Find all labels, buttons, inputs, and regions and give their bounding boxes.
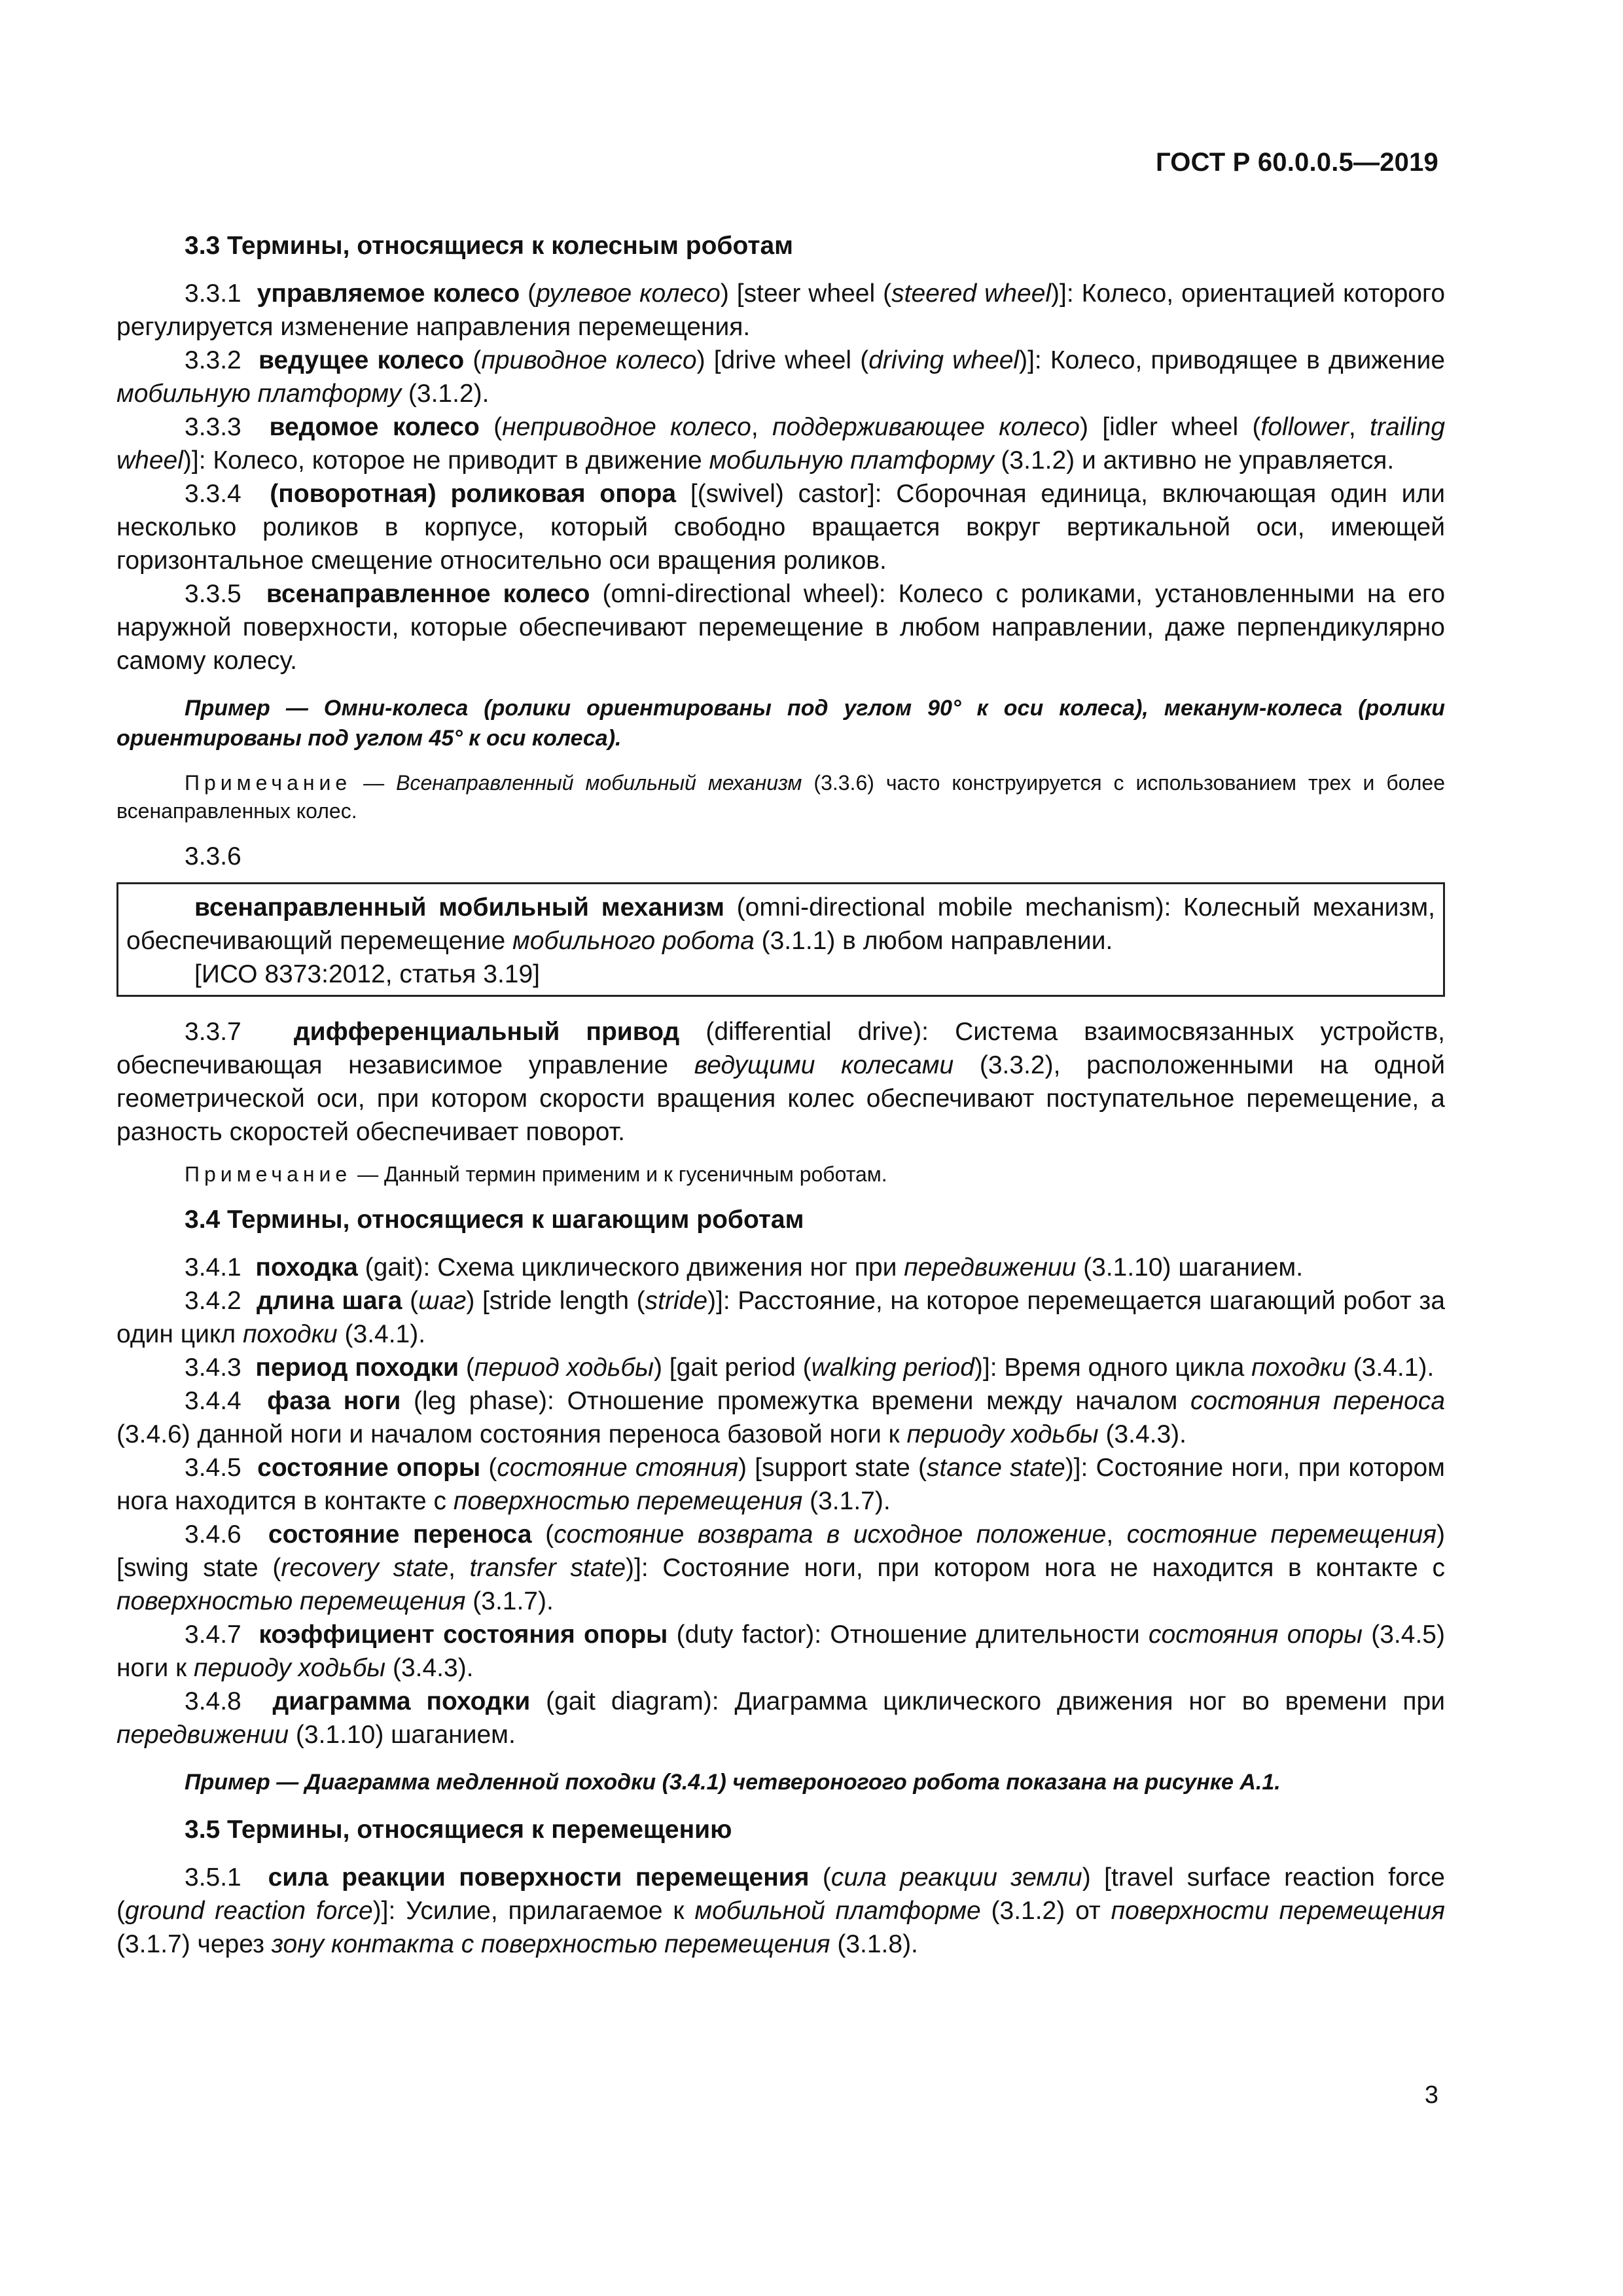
- cross-reference: периоду ходьбы: [906, 1420, 1099, 1448]
- page-content: [116, 220, 1445, 1961]
- section-heading-3-5: 3.5 Термины, относящиеся к перемещению: [185, 1816, 732, 1844]
- term-text: ,: [1348, 413, 1370, 441]
- term-3-5-1: [116, 1861, 1445, 1961]
- cross-reference: походки: [1251, 1354, 1346, 1382]
- note-text: — Данный термин применим и к гусеничным роботам.: [351, 1162, 887, 1186]
- term-text: (3.1.7) через: [116, 1930, 272, 1958]
- cross-reference: мобильную платформу: [116, 380, 402, 408]
- cross-reference: мобильную платформу: [709, 446, 994, 475]
- note-label: Примечание: [185, 771, 352, 795]
- term-number: 3.3.4: [185, 480, 241, 508]
- synonym: неприводное колесо: [502, 413, 751, 441]
- term-number: 3.4.2: [185, 1287, 241, 1315]
- term-text: ,: [1106, 1520, 1127, 1549]
- term-text: (3.4.1).: [1346, 1354, 1435, 1382]
- term-text: (3.1.8).: [830, 1930, 918, 1958]
- term-definition: )]: Колесо, ориентацией которого регулируется изменение направления перемещения.: [116, 279, 1446, 341]
- term-definition: )]: Колесо, приводящее в движение: [1019, 346, 1446, 374]
- cross-reference: поверхности перемещения: [1111, 1897, 1445, 1925]
- term-text: (3.4.3).: [1098, 1420, 1186, 1448]
- term-title: состояние опоры: [257, 1454, 481, 1482]
- term-title: диаграмма походки: [272, 1687, 531, 1715]
- term-number: 3.4.6: [185, 1520, 241, 1549]
- page-number: 3: [1424, 2081, 1438, 2109]
- english-synonym: stride: [645, 1287, 708, 1315]
- term-number: 3.4.1: [185, 1253, 241, 1282]
- section-heading-3-4: 3.4 Термины, относящиеся к шагающим роботам: [185, 1206, 804, 1234]
- term-definition: )]: Время одного цикла: [974, 1354, 1252, 1382]
- term-text: (: [479, 413, 503, 441]
- english-synonym: stance state: [927, 1454, 1065, 1482]
- english-synonym: follower: [1260, 413, 1349, 441]
- term-definition: (duty factor): Отношение длительности: [668, 1621, 1149, 1649]
- synonym: поддерживающее колесо: [772, 413, 1080, 441]
- english-synonym: steered wheel: [891, 279, 1052, 308]
- term-3-4-8: [116, 1685, 1445, 1751]
- term-3-3-2: [116, 344, 1445, 410]
- term-definition: (leg phase): Отношение промежутка времени между началом: [401, 1387, 1191, 1415]
- english-synonym: trailing wheel: [116, 413, 1446, 475]
- synonym: состояние возврата в исходное положение: [554, 1520, 1107, 1549]
- cross-reference: походки: [242, 1320, 338, 1348]
- term-title: коэффициент состояния опоры: [259, 1621, 668, 1649]
- term-text: (: [809, 1863, 831, 1892]
- term-text: (: [402, 1287, 419, 1315]
- term-3-3-5: [116, 577, 1445, 677]
- cross-reference: поверхностью перемещения: [453, 1487, 803, 1515]
- term-text: (: [459, 1354, 474, 1382]
- term-number: 3.3.3: [185, 413, 241, 441]
- term-definition: )]: Расстояние, на которое перемещается шагающий робот за один цикл: [116, 1287, 1446, 1348]
- synonym: состояние стояния: [497, 1454, 739, 1482]
- cross-reference: ведущими колесами: [694, 1051, 954, 1079]
- term-number: 3.3.5: [185, 580, 241, 608]
- term-number: 3.4.3: [185, 1354, 241, 1382]
- term-text: ) [support state (: [738, 1454, 927, 1482]
- term-text: (3.1.1) в любом направлении.: [754, 927, 1113, 955]
- term-text: ,: [448, 1554, 470, 1582]
- term-number: 3.4.5: [185, 1454, 241, 1482]
- term-text: ) [gait period (: [653, 1354, 812, 1382]
- term-title: (поворотная) роликовая опора: [270, 480, 677, 508]
- term-text: ) [drive wheel (: [696, 346, 869, 374]
- synonym: сила реакции земли: [830, 1863, 1082, 1892]
- term-number: 3.4.8: [185, 1687, 241, 1715]
- term-3-4-4: [116, 1384, 1445, 1451]
- term-definition: (omni-directional mobile mechanism): Колесный механизм, обеспечивающий перемещение: [126, 893, 1435, 955]
- term-3-3-4: [116, 477, 1445, 577]
- term-number: 3.3.7: [185, 1018, 241, 1046]
- term-text: ,: [751, 413, 773, 441]
- note-3-3-7: [116, 1160, 1445, 1189]
- term-3-3-3: [116, 410, 1445, 477]
- term-3-4-3: [116, 1351, 1445, 1384]
- term-text: ) [idler wheel (: [1079, 413, 1261, 441]
- term-number: 3.4.7: [185, 1621, 241, 1649]
- english-synonym: recovery state: [281, 1554, 449, 1582]
- term-3-4-6: [116, 1518, 1445, 1618]
- synonym: период ходьбы: [474, 1354, 654, 1382]
- term-title: состояние переноса: [268, 1520, 532, 1549]
- term-title: дифференциальный привод: [293, 1018, 680, 1046]
- cross-reference: передвижении: [904, 1253, 1077, 1282]
- term-text: (3.1.10) шаганием.: [289, 1721, 516, 1749]
- term-title: всенаправленное колесо: [266, 580, 590, 608]
- term-definition: )]: Колесо, которое не приводит в движение: [183, 446, 709, 475]
- english-synonym: transfer state: [469, 1554, 626, 1582]
- note-dash: —: [351, 771, 397, 795]
- term-text: ) [travel surface reaction force (: [116, 1863, 1445, 1925]
- cross-reference: состояния опоры: [1149, 1621, 1363, 1649]
- example-3-3-5: Пример — Омни-колеса (ролики ориентированы под углом 90° к оси колеса), меканум-колеса (ролики ориентированы под углом 45° к оси колеса).: [116, 696, 1445, 751]
- example-3-4-8: Пример — Диаграмма медленной походки (3.4.1) четвероногого робота показана на рисунке А.1.: [185, 1770, 1281, 1795]
- term-text: (: [520, 279, 537, 308]
- term-3-4-5: [116, 1451, 1445, 1518]
- term-number: 3.4.4: [185, 1387, 241, 1415]
- term-definition: )]: Состояние ноги, при котором нога не находится в контакте с: [626, 1554, 1445, 1582]
- cross-reference: мобильной платформе: [694, 1897, 981, 1925]
- synonym: рулевое колесо: [536, 279, 721, 308]
- document-code: ГОСТ Р 60.0.0.5—2019: [1155, 148, 1438, 177]
- term-title: длина шага: [256, 1287, 402, 1315]
- term-title: походка: [255, 1253, 358, 1282]
- term-3-3-6-box: [116, 882, 1445, 997]
- term-number: 3.3.1: [185, 279, 241, 308]
- note-3-3-5: [116, 769, 1445, 825]
- term-text: (3.4.1).: [337, 1320, 426, 1348]
- term-text: ) [steer wheel (: [720, 279, 892, 308]
- term-text: (3.1.2) и активно не управляется.: [993, 446, 1395, 475]
- english-synonym: driving wheel: [868, 346, 1020, 374]
- cross-reference: Всенаправленный мобильный механизм: [396, 771, 802, 795]
- term-source: [ИСО 8373:2012, статья 3.19]: [194, 960, 541, 988]
- note-label: Примечание: [185, 1162, 352, 1186]
- term-3-4-7: [116, 1618, 1445, 1685]
- cross-reference: зону контакта с поверхностью перемещения: [271, 1930, 830, 1958]
- term-text: (3.1.2).: [401, 380, 490, 408]
- note-text: (3.3.6) часто конструируется с использованием трех и более всенаправленных колес.: [116, 771, 1445, 823]
- term-text: (3.1.7).: [465, 1587, 554, 1615]
- term-definition: [(swivel) castor]: Сборочная единица, включающая один или несколько роликов в корпусе, который свободно вращается вокруг вертикальной оси, имеющей горизонтальное смещение относительно оси вращения роликов.: [116, 480, 1445, 575]
- term-number: 3.3.2: [185, 346, 241, 374]
- term-definition: (differential drive): Система взаимосвязанных устройств, обеспечивающая независимое управление: [116, 1018, 1445, 1079]
- term-title: период походки: [255, 1354, 459, 1382]
- term-title: фаза ноги: [267, 1387, 401, 1415]
- term-title: сила реакции поверхности перемещения: [268, 1863, 810, 1892]
- term-text: (3.1.10) шаганием.: [1076, 1253, 1304, 1282]
- term-definition: )]: Состояние ноги, при котором нога находится в контакте с: [116, 1454, 1445, 1515]
- term-title: ведущее колесо: [258, 346, 465, 374]
- term-number-3-3-6: 3.3.6: [185, 842, 241, 870]
- term-definition: (omni-directional wheel): Колесо с роликами, установленными на его наружной поверхности, которые обеспечивают перемещение в любом направлении, даже перпендикулярно самому колесу.: [116, 580, 1446, 675]
- term-title: всенаправленный мобильный механизм: [194, 893, 724, 922]
- term-text: ) [stride length (: [466, 1287, 645, 1315]
- term-number: 3.5.1: [185, 1863, 241, 1892]
- term-3-3-7: [116, 1015, 1445, 1149]
- cross-reference: мобильного робота: [512, 927, 755, 955]
- cross-reference: передвижении: [116, 1721, 289, 1749]
- synonym: шаг: [418, 1287, 467, 1315]
- term-definition: )]: Усилие, прилагаемое к: [372, 1897, 695, 1925]
- section-heading-3-3: 3.3 Термины, относящиеся к колесным роботам: [185, 232, 794, 260]
- term-text: (: [464, 346, 482, 374]
- term-text: ) [swing state (: [116, 1520, 1446, 1582]
- cross-reference: состояния переноса: [1190, 1387, 1446, 1415]
- english-synonym: walking period: [811, 1354, 974, 1382]
- cross-reference: поверхностью перемещения: [116, 1587, 466, 1615]
- synonym: приводное колесо: [481, 346, 697, 374]
- term-title: управляемое колесо: [257, 279, 520, 308]
- synonym: состояние перемещения: [1126, 1520, 1437, 1549]
- term-definition: (gait): Схема циклического движения ног при: [357, 1253, 904, 1282]
- term-3-4-1: [116, 1251, 1445, 1284]
- term-3-3-1: [116, 277, 1445, 344]
- term-text: (: [480, 1454, 497, 1482]
- term-text: (3.4.3).: [385, 1654, 474, 1682]
- term-text: (3.3.2), расположенными на одной геометрической оси, при котором скорости вращения колес обеспечивают поступательное перемещение, а разность скоростей обеспечивает поворот.: [116, 1051, 1446, 1146]
- term-3-3-6: [126, 891, 1435, 958]
- term-3-4-2: [116, 1284, 1445, 1351]
- cross-reference: периоду ходьбы: [193, 1654, 386, 1682]
- term-text: (3.1.2) от: [980, 1897, 1111, 1925]
- term-title: ведомое колесо: [269, 413, 480, 441]
- term-text: (3.1.7).: [802, 1487, 891, 1515]
- term-definition: (gait diagram): Диаграмма циклического движения ног во времени при: [530, 1687, 1445, 1715]
- term-text: (: [531, 1520, 554, 1549]
- term-text: (3.4.5) ноги к: [116, 1621, 1445, 1682]
- english-synonym: ground reaction force: [125, 1897, 373, 1925]
- term-text: (3.4.6) данной ноги и началом состояния переноса базовой ноги к: [116, 1420, 907, 1448]
